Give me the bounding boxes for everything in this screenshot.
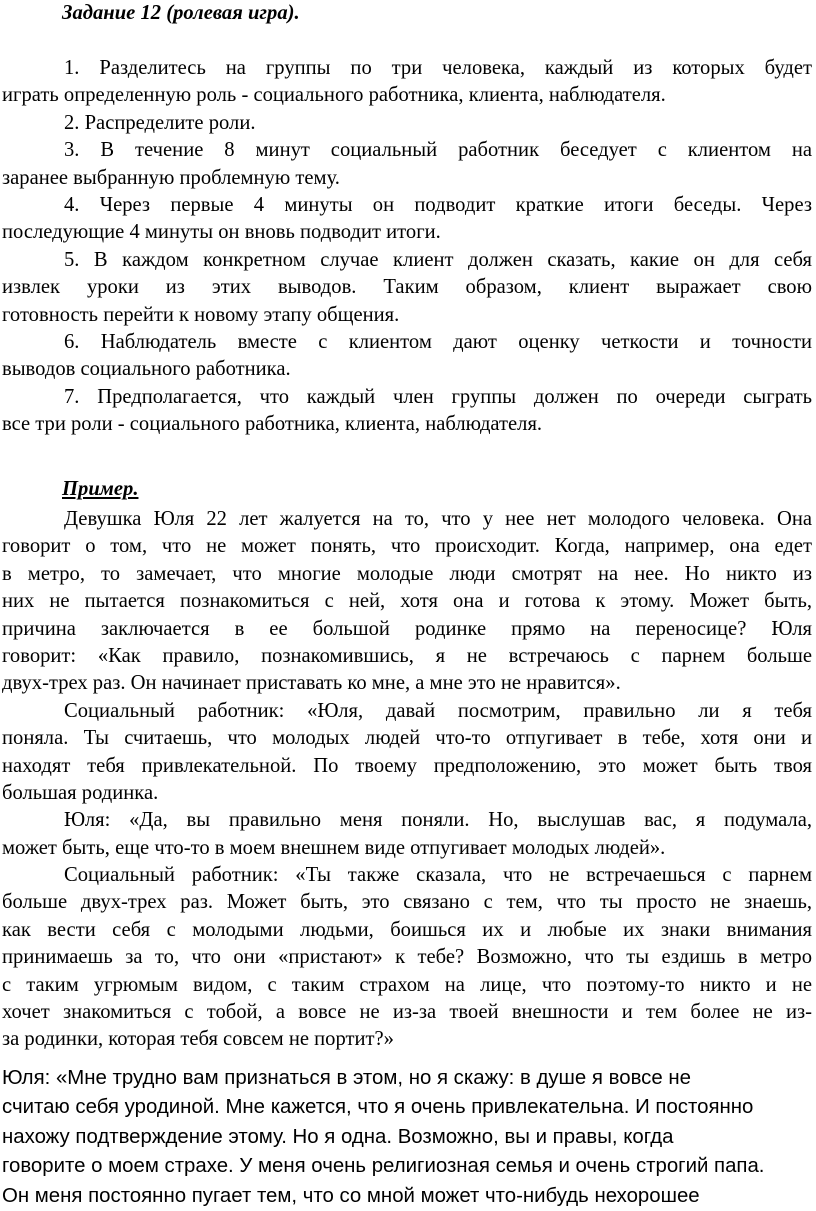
example-p4-line-4: принимаешь за то, что они «пристают» к тебе? Возможно, что ты ездишь в метро [2, 946, 812, 969]
final-line-1: Юля: «Мне трудно вам признаться в этом, но я скажу: в душе я вовсе не [2, 1067, 691, 1089]
example-p2-line-4: большая родинка. [2, 781, 159, 804]
example-p2-line-3: находят тебя привлекательной. По твоему предположению, это может быть твоя [2, 754, 812, 777]
example-p4-line-7: за родинки, которая тебя совсем не портит?» [2, 1028, 394, 1051]
example-p3-line-1: Юля: «Да, вы правильно меня поняли. Но, выслушав вас, я подумала, [64, 809, 812, 832]
example-p4-line-5: с таким угрюмым видом, с таким страхом на лице, что поэтому-то никто и не [2, 973, 812, 996]
example-p2-line-2: поняла. Ты считаешь, что молодых людей что-то отпугивает в тебе, хотя они и [2, 727, 812, 750]
step-4-line-2: последующие 4 минуты он вновь подводит итоги. [2, 221, 441, 244]
step-5-line-1: 5. В каждом конкретном случае клиент должен сказать, какие он для себя [64, 248, 812, 271]
step-5-line-2: извлек уроки из этих выводов. Таким образом, клиент выражает свою [2, 276, 812, 299]
example-p3-line-2: может быть, еще что-то в моем внешнем виде отпугивает молодых людей». [2, 836, 666, 859]
step-7-line-2: все три роли - социального работника, клиента, наблюдателя. [2, 413, 543, 436]
example-title: Пример. [62, 478, 139, 500]
example-p1-line-5: причина заключается в ее большой родинке прямо на переносице? Юля [2, 617, 812, 640]
example-p1-line-4: них не пытается познакомиться с ней, хотя она и готова к этому. Может быть, [2, 590, 812, 613]
step-1-line-2: играть определенную роль - социального работника, клиента, наблюдателя. [2, 84, 666, 107]
example-p1-line-7: двух-трех раз. Он начинает приставать ко мне, а мне это не нравится». [2, 672, 621, 695]
step-3-line-1: 3. В течение 8 минут социальный работник беседует с клиентом на [64, 139, 812, 162]
final-line-3: нахожу подтверждение этому. Но я одна. Возможно, вы и правы, когда [2, 1125, 674, 1148]
example-p4-line-3: как вести себя с молодыми людьми, боишься их и любые их знаки внимания [2, 918, 812, 941]
example-p4-line-1: Социальный работник: «Ты также сказала, что не встречаешься с парнем [64, 864, 812, 887]
steps-list [2, 55, 812, 438]
step-4-line-1: 4. Через первые 4 минуты он подводит краткие итоги беседы. Через [64, 193, 812, 216]
step-3-line-2: заранее выбранную проблемную тему. [2, 166, 340, 189]
example-p1-line-1: Девушка Юля 22 лет жалуется на то, что у нее нет молодого человека. Она [64, 508, 812, 530]
step-5-line-3: готовность перейти к новому этапу общения. [2, 303, 400, 326]
example-p1-line-3: в метро, то замечает, что многие молодые люди смотрят на нее. Но никто из [2, 562, 812, 585]
final-line-2: считаю себя уродиной. Мне кажется, что я очень привлекательна. И постоянно [2, 1096, 754, 1119]
example-p4-line-6: хочет знакомиться с тобой, а вовсе не из-за твоей внешности и тем более не из- [2, 1001, 812, 1024]
example-p1-line-2: говорит о том, что не может понять, что происходит. Когда, например, она едет [2, 535, 812, 558]
example-body [2, 506, 812, 1054]
step-6-line-2: выводов социального работника. [2, 358, 291, 381]
example-p4-line-2: больше двух-трех раз. Может быть, это связано с тем, что ты просто не знаешь, [2, 891, 812, 914]
final-paragraph [2, 1064, 814, 1211]
step-7-line-1: 7. Предполагается, что каждый член группы должен по очереди сыграть [64, 385, 812, 408]
example-p2-line-1: Социальный работник: «Юля, давай посмотрим, правильно ли я тебя [64, 699, 812, 722]
step-2-line-1: 2. Распределите роли. [64, 111, 256, 134]
example-p1-line-6: говорит: «Как правило, познакомившись, я не встречаюсь с парнем больше [2, 644, 812, 667]
task-title: Задание 12 (ролевая игра). [62, 2, 300, 24]
step-6-line-1: 6. Наблюдатель вместе с клиентом дают оценку четкости и точности [64, 330, 812, 353]
final-line-5: Он меня постоянно пугает тем, что со мной может что-нибудь нехорошее [2, 1184, 700, 1207]
step-1-line-1: 1. Разделитесь на группы по три человека, каждый из которых будет [64, 57, 812, 79]
final-line-4: говорите о моем страхе. У меня очень религиозная семья и очень строгий папа. [2, 1155, 765, 1178]
